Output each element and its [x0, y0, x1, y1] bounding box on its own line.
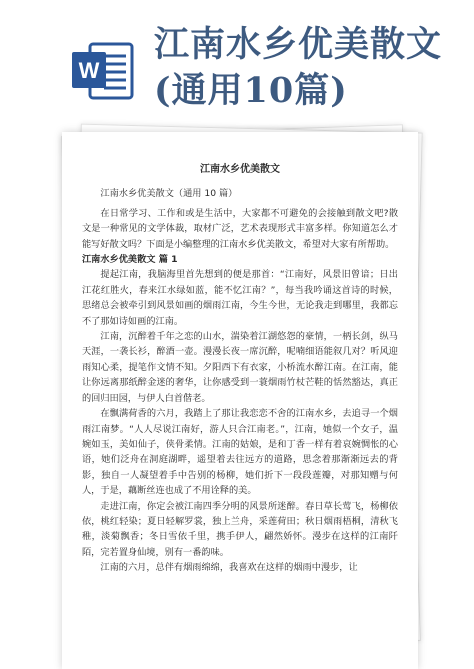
intro-paragraph: 在日常学习、工作和或是生活中，大家都不可避免的会接触到散文吧?散文是一种常见的文学体裁，取材广泛，艺术表现形式丰富多样。你知道怎么才能写好散文吗？下面是小编整理的江南水乡优美散文，希望对大家有所帮助。: [82, 207, 398, 250]
body-paragraph: 在飘满荷香的六月，我踏上了那让我恋恋不舍的江南水乡，去追寻一个烟雨江南梦。“人人尽说江南好，游人只合江南老。”，江南，她似一个女子，温婉如玉，美如仙子，侠骨柔情。江南的姑娘，是和丁香一样有着哀婉惆怅的心语，她们泛舟在洞庭湖畔，遥望着去往远方的道路，思念着那渐渐远去的背影，独自一人凝望着手中告别的杨柳，她们折下一段段莲瓣，对那知赠与何人，于是，藕断丝连也成了不用诠释的美。: [82, 408, 398, 497]
body-paragraph: 江南的六月，总伴有烟雨绵绵，我喜欢在这样的烟雨中漫步，让: [100, 562, 358, 574]
word-logo-letter: W: [78, 58, 100, 83]
body-paragraph: 江南，沉醉着千年之恋的山水，湍染着江湖悠怨的豪情，一柄长剑，纵马天涯，一袭长衫，醉酒一壶。漫漫长夜一席沉醉，呢喃细语能叙几对？听风迎雨知心柔，提笔作文情不知。夕阳西下有衣家，小桥流水醉江南。在江南，能让你远离那纸醉金迷的奢华，让你感受到一蓑烟雨竹杖芒鞋的恬然豁达，真正的回归田园，与伊人白首偕老。: [82, 331, 398, 404]
page-title-line-1: 江南水乡优美散文: [154, 24, 443, 65]
body-paragraph: 走进江南，你定会被江南四季分明的风景所迷醉。春日草长莺飞，杨柳依依，桃红轻染；夏日轻解罗裳，独上兰舟，采莲荷田；秋日烟雨梧桐，清秋飞稚，淡菊飘香；冬日雪依千里，携手伊人，翩然娇怀。漫步在这样的江南阡陌，完若置身仙境，别有一番韵味。: [82, 500, 398, 558]
header-banner: [0, 0, 474, 120]
page-title-line-2: (通用10篇): [154, 70, 348, 111]
document-page: [62, 132, 418, 669]
word-document-icon: [70, 40, 136, 102]
section-heading: 江南水乡优美散文 篇 1: [82, 254, 178, 266]
document-title: 江南水乡优美散文: [200, 164, 280, 175]
page-title: [154, 22, 464, 114]
document-body: [82, 162, 398, 576]
document-subtitle: 江南水乡优美散文（通用 10 篇）: [100, 188, 238, 200]
body-paragraph: 提起江南，我脑海里首先想到的便是那首：“江南好，风景旧曾谙；日出江花红胜火，春来江水绿如蓝，能不忆江南？”，每当我吟诵这首诗的时候，思绪总会被牵引到风景如画的烟雨江南，今生今世，无论我走到哪里，我都忘不了那如诗如画的江南。: [82, 269, 398, 327]
